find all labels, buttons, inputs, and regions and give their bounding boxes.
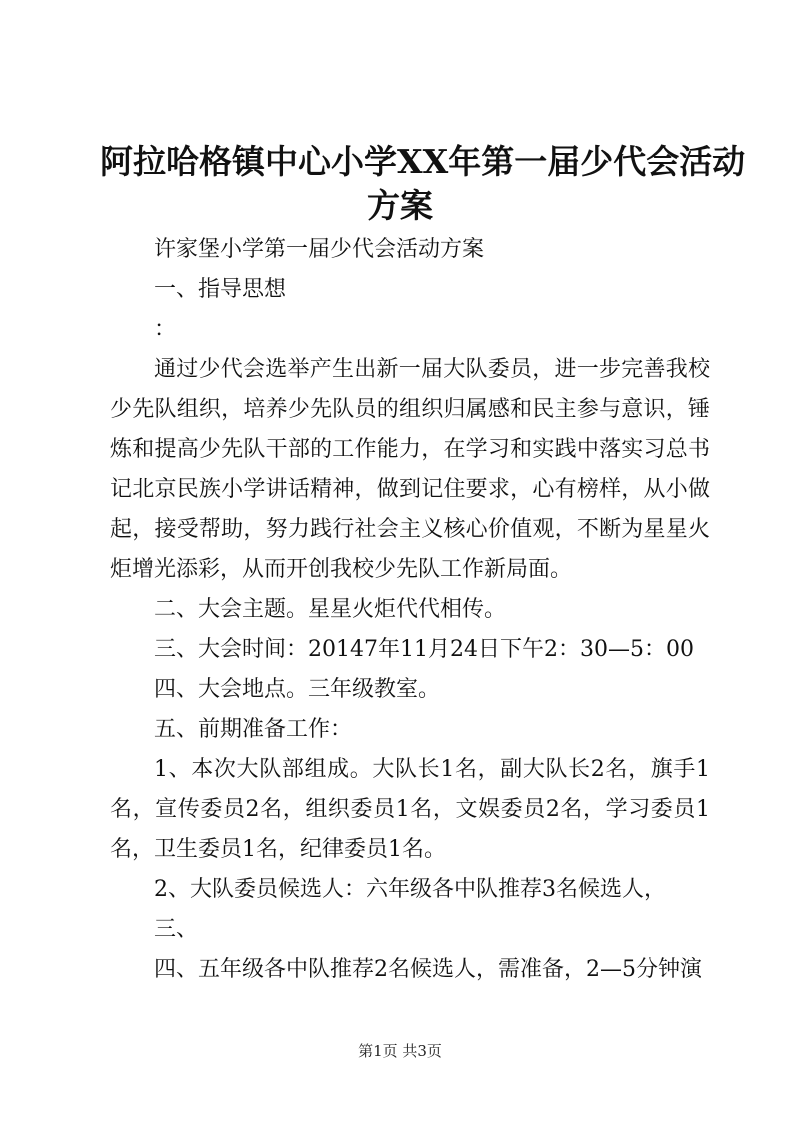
document-title-line-2: 方案 [367,186,433,225]
document-body [110,230,710,990]
document-title-line-1: 阿拉哈格镇中心小学XX年第一届少代会活动 [100,142,746,181]
paragraph-colon: ： [154,317,177,342]
paragraph-subtitle: 许家堡小学第一届少代会活动方案 [154,237,485,262]
paragraph-section-preparation: 五、前期准备工作： [154,717,353,742]
page-number-footer: 第1页 共3页 [358,1042,442,1060]
paragraph-guiding-thought-body: 通过少代会选举产生出新一届大队委员，进一步完善我校少先队组织，培养少先队员的组织归属感和民主参与意识，锤炼和提高少先队干部的工作能力，在学习和实践中落实习总书记北京民族小学讲话精神，做到记住要求，心有榜样，从小做起，接受帮助，努力践行社会主义核心价值观，不断为星星火炬增光添彩，从而开创我校少先队工作新局面。 [110,357,710,582]
paragraph-section-location: 四、大会地点。三年级教室。 [154,677,441,702]
paragraph-section-time: 三、大会时间：20147年11月24日下午2：30—5：00 [154,637,694,662]
paragraph-section-guiding-thought: 一、指导思想 [154,277,287,302]
paragraph-prep-item-1: 1、本次大队部组成。大队长1名，副大队长2名，旗手1名，宣传委员2名，组织委员1名，文娱委员2名，学习委员1名，卫生委员1名，纪律委员1名。 [110,757,710,862]
paragraph-prep-item-3: 三、 [154,917,199,942]
paragraph-prep-item-2: 2、大队委员候选人：六年级各中队推荐3名候选人， [154,877,666,902]
paragraph-prep-item-4: 四、五年级各中队推荐2名候选人，需准备，2—5分钟演 [154,957,702,982]
paragraph-section-theme: 二、大会主题。星星火炬代代相传。 [154,597,507,622]
